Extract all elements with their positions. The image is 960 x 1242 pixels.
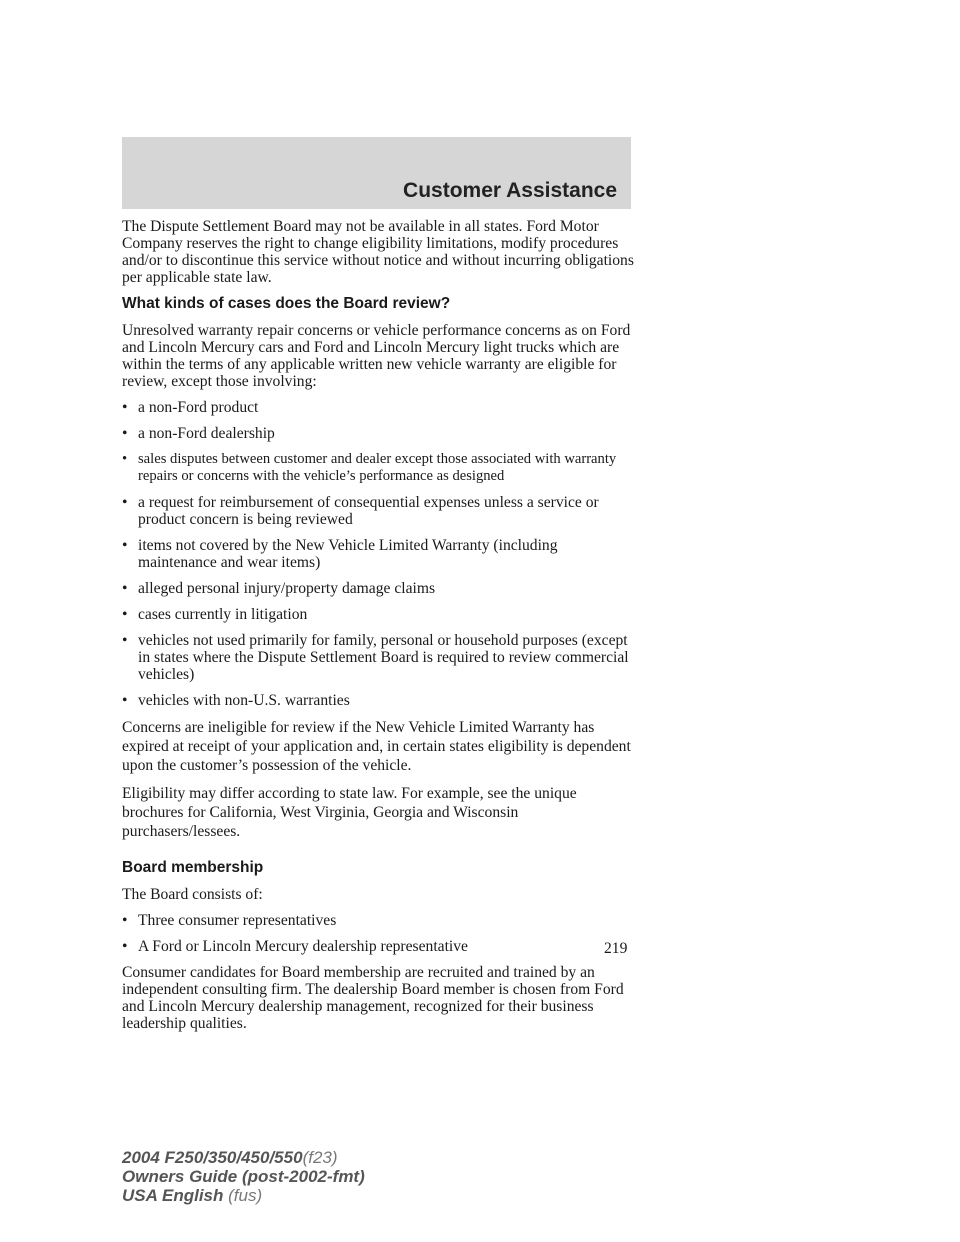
cases-heading: What kinds of cases does the Board review? bbox=[122, 295, 451, 312]
list-item: • items not covered by the New Vehicle Limited Warranty (including maintenance and wear items) bbox=[122, 537, 637, 571]
list-item: • vehicles with non-U.S. warranties bbox=[122, 692, 637, 709]
membership-closing-paragraph: Consumer candidates for Board membership are recruited and trained by an independent consulting firm. The dealership Board member is chosen from Ford and Lincoln Mercury dealership management, recognized for their business leadership qualities. bbox=[122, 964, 624, 1032]
membership-list bbox=[122, 912, 637, 955]
footer-line-language bbox=[122, 1186, 365, 1205]
footer-language-code: (fus) bbox=[228, 1186, 263, 1205]
footer-language: USA English bbox=[122, 1186, 224, 1205]
list-item: • a non-Ford dealership bbox=[122, 425, 637, 442]
list-item: • a non-Ford product bbox=[122, 399, 637, 416]
membership-heading: Board membership bbox=[122, 859, 264, 876]
exclusions-list bbox=[122, 399, 637, 709]
footer-model-code: (f23) bbox=[302, 1148, 338, 1167]
footer-line-model bbox=[122, 1148, 365, 1167]
list-item: • Three consumer representatives bbox=[122, 912, 637, 929]
section-title: Customer Assistance bbox=[403, 179, 617, 202]
page-number: 219 bbox=[604, 940, 628, 957]
list-item: • sales disputes between customer and dealer except those associated with warranty repairs or concerns with the vehicle’s performance as designed bbox=[122, 451, 637, 485]
list-item: • vehicles not used primarily for family, personal or household purposes (except in states where the Dispute Settlement Board is required to review commercial vehicles) bbox=[122, 632, 637, 683]
document-footer bbox=[122, 1148, 365, 1205]
list-item: • alleged personal injury/property damage claims bbox=[122, 580, 637, 597]
page-content bbox=[122, 218, 637, 1041]
list-item: • a request for reimbursement of consequential expenses unless a service or product concern is being reviewed bbox=[122, 494, 637, 528]
section-header-band bbox=[122, 137, 631, 209]
eligibility-paragraph: Eligibility may differ according to state law. For example, see the unique brochures for California, West Virginia, Georgia and Wisconsin purchasers/lessees. bbox=[122, 785, 577, 840]
cases-lead-paragraph: Unresolved warranty repair concerns or vehicle performance concerns as on Ford and Lincoln Mercury cars and Ford and Lincoln Mercury light trucks which are within the terms of any applicable written new vehicle warranty are eligible for review, except those involving: bbox=[122, 322, 631, 390]
membership-lead: The Board consists of: bbox=[122, 886, 263, 903]
list-item: • A Ford or Lincoln Mercury dealership representative bbox=[122, 938, 637, 955]
list-item: • cases currently in litigation bbox=[122, 606, 637, 623]
footer-guide: Owners Guide (post-2002-fmt) bbox=[122, 1167, 365, 1186]
ineligible-paragraph: Concerns are ineligible for review if the New Vehicle Limited Warranty has expired at receipt of your application and, in certain states eligibility is dependent upon the customer’s possession of the vehicle. bbox=[122, 719, 631, 774]
intro-paragraph: The Dispute Settlement Board may not be available in all states. Ford Motor Company reserves the right to change eligibility limitations, modify procedures and/or to discontinue this service without notice and without incurring obligations per applicable state law. bbox=[122, 218, 634, 286]
footer-model: 2004 F250/350/450/550 bbox=[122, 1148, 303, 1167]
